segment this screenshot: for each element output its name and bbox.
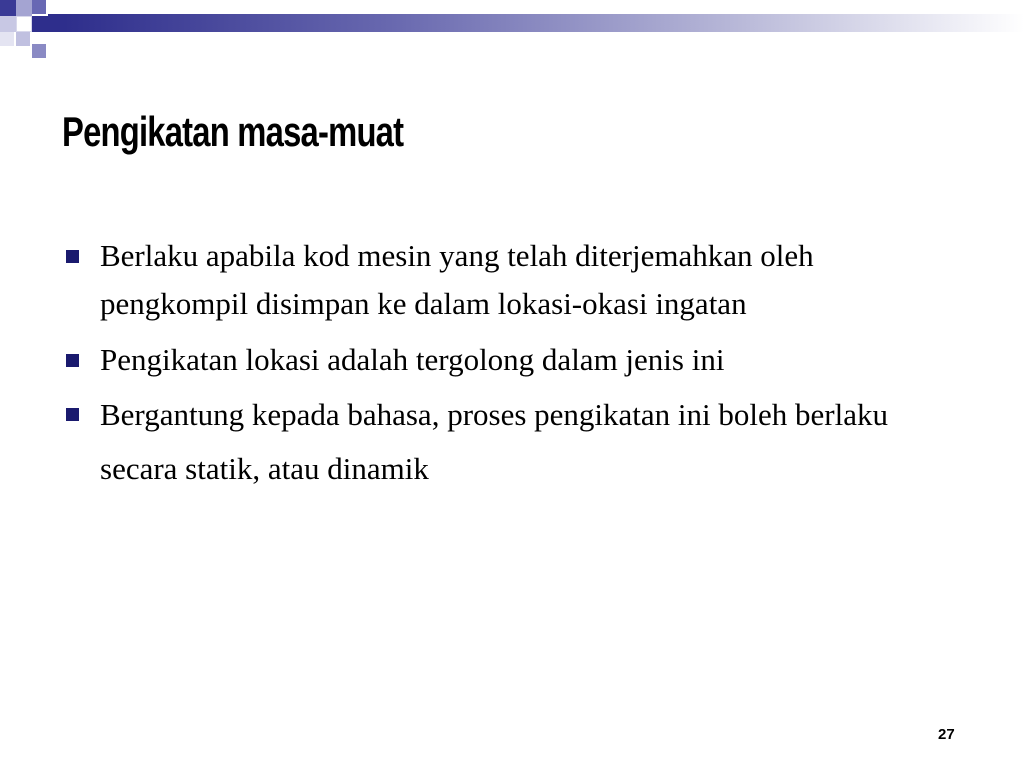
page-number: 27 [938,726,955,743]
bullet-text: Berlaku apabila kod mesin yang telah diterjemahkan oleh pengkompil disimpan ke dalam lokasi-okasi ingatan [100,238,814,321]
decor-square [16,16,32,32]
header-gradient-bar [64,14,1024,32]
square-bullet-icon [66,408,79,421]
decor-square [16,0,32,16]
square-bullet-icon [66,354,79,367]
bullet-item [62,388,962,496]
bullet-list [62,232,962,504]
bullet-item [62,232,962,328]
decor-square [16,32,30,46]
square-bullet-icon [66,250,79,263]
decor-square [0,32,14,46]
decor-square [0,16,16,32]
bullet-item [62,336,962,384]
slide-title: Pengikatan masa-muat [62,108,404,155]
decor-square [48,14,64,32]
decor-square [32,16,48,32]
decor-square [32,44,46,58]
bullet-text: Bergantung kepada bahasa, proses pengikatan ini boleh berlaku secara statik, atau dinamik [100,397,888,486]
bullet-text: Pengikatan lokasi adalah tergolong dalam jenis ini [100,342,725,377]
decor-square [32,0,46,14]
decor-square [0,0,16,16]
